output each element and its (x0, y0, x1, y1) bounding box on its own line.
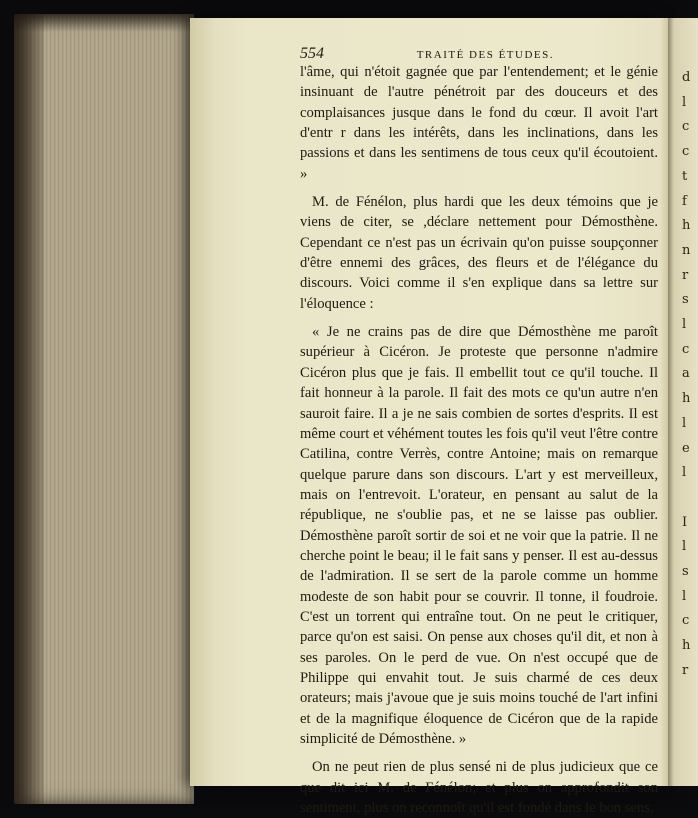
paragraph-continuation: l'âme, qui n'étoit gagnée que par l'entendement; et le génie insinuant de l'autre pénétroit par des douceurs et des complaisances jusque dans le fond du cœur. Il avoit l'art d'entr r dans les intérêts, dans les inclinations, dans les passions et dans les sentimens de tous ceux qu'il écoutoient. » (300, 64, 658, 182)
paragraph-fenelon-quote: « Je ne crains pas de dire que Démosthène me paroît supérieur à Cicéron. Je proteste que personne n'admire Cicéron plus que je fais. Il embellit tout ce qu'il touche. Il fait honneur à la parole. Il fait des mots ce qu'un autre n'en sauroit faire. Il a je ne sais combien de sortes d'esprits. Il est même court et véhément toutes les fois qu'il veut l'être contre Catilina, contre Verrès, contre Antoine; mais on remarque quelque parure dans son discours. L'art y est merveilleux, mais on l'entrevoit. L'orateur, en pensant au salut de la république, ne s'oublie pas, et ne se laisse pas oublier. Démosthène paroît sortir de soi et ne voir que la patrie. Il ne cherche point le beau; il le fait sans y penser. Il est au-dessus de l'admiration. Il se sert de la parole comme un homme modeste de son habit pour se couvrir. Il tonne, il foudroie. C'est un torrent qui entraîne tout. On ne peut le critiquer, parce qu'on est saisi. On pense aux choses qu'il dit, et non à ses paroles. On le perd de vue. On n'est occupé que de Philippe qui envahit tout. Je suis charmé de ces deux orateurs; mais j'avoue que je suis moins touché de l'art infini et de la magnifique éloquence de Cicéron que de la rapide simplicité de Démosthène. » (300, 324, 658, 747)
book-page-edges (14, 14, 194, 804)
paragraph-fenelon-intro: M. de Fénélon, plus hardi que les deux témoins que je viens de citer, se ,déclare nettement pour Démosthène. Cependant ce n'est pas un écrivain qu'on puisse soupçonner d'être ennemi des grâces, des fleurs et de l'élégance du discours. Voici comme il s'en explique dans sa lettre sur l'éloquence : (300, 194, 658, 312)
paragraph-conclusion: On ne peut rien de plus sensé ni de plus judicieux que ce que dit ici M. de Fénélon; et plus on approfondit son sentiment, plus on reconnoît qu'il est fondé dans le bon sens, (300, 759, 658, 817)
running-head: TRAITÉ DES ÉTUDES. (416, 49, 554, 61)
page-text-block (300, 44, 658, 818)
page-number: 554 (300, 45, 324, 62)
facing-page-fragment: d l c c t f h n r s l c a h l e l I l s l c h r (682, 70, 691, 678)
